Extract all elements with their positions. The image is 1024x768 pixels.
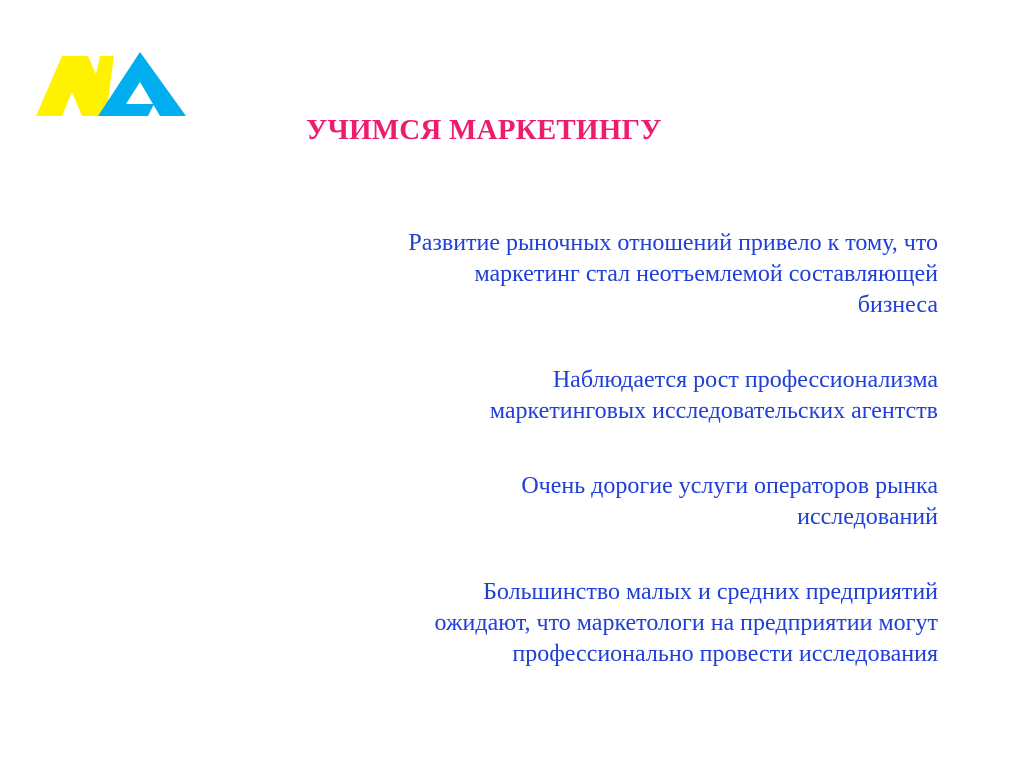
logo-yellow-shape [36,56,114,116]
paragraph-line: ожидают, что маркетологи на предприятии могут [434,610,938,636]
slide-body [290,228,938,670]
paragraph-line: исследований [797,504,938,530]
paragraph-line: бизнеса [857,292,938,318]
paragraph-line: Большинство малых и средних предприятий [483,579,938,605]
paragraph-line: Очень дорогие услуги операторов рынка [521,473,938,499]
paragraph-line: Развитие рыночных отношений привело к тому, что [408,230,938,256]
paragraph-small-enterprises [290,577,938,670]
paragraph-market-relations [290,228,938,321]
paragraph-line: маркетинг стал неотъемлемой составляющей [474,261,938,287]
slide-title: УЧИМСЯ МАРКЕТИНГУ [306,114,662,146]
paragraph-line: Наблюдается рост профессионализма [552,367,938,393]
logo-triangles-icon [36,52,186,116]
paragraph-line: профессионально провести исследования [512,641,938,667]
paragraph-professionalism [290,365,938,427]
paragraph-line: маркетинговых исследовательских агентств [489,398,938,424]
paragraph-expensive-services [290,471,938,533]
